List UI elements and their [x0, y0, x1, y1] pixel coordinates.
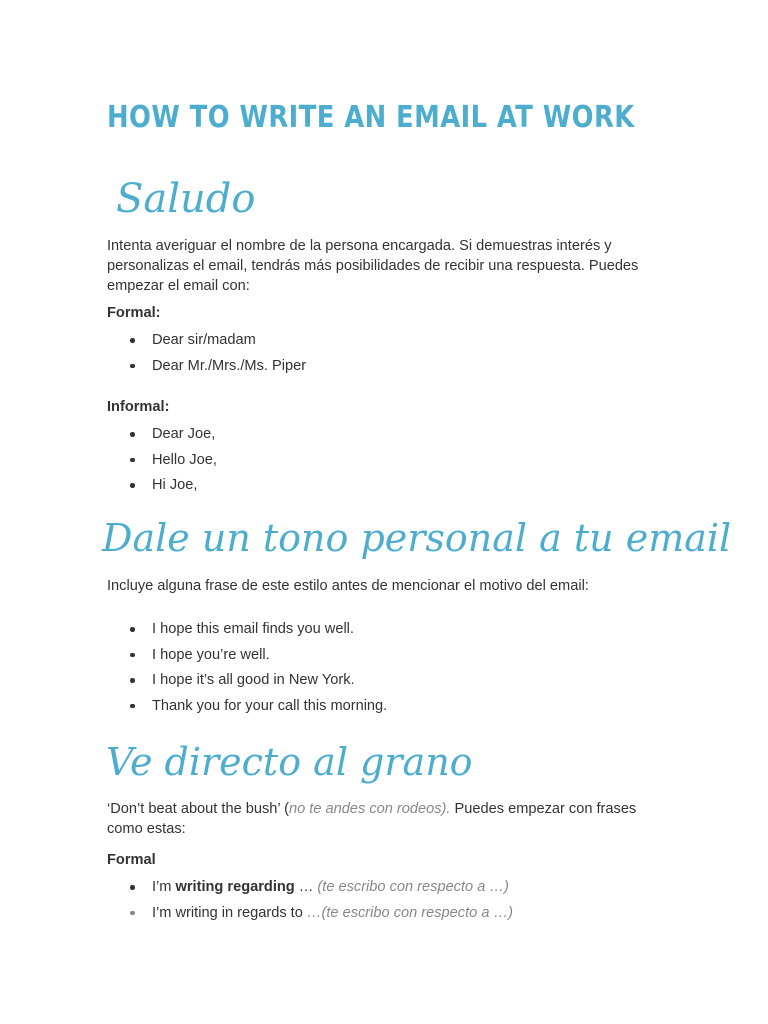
- bullet-icon: [130, 338, 135, 343]
- bullet-icon: [130, 678, 135, 683]
- bullet-icon: [130, 704, 135, 709]
- informal-label: Informal:: [107, 399, 170, 415]
- section-heading-tono: Dale un tono personal a tu email: [102, 516, 732, 560]
- bullet-icon: [130, 432, 135, 437]
- tono-intro: Incluye alguna frase de este estilo antes de mencionar el motivo del email:: [107, 578, 589, 594]
- list-item: I hope you’re well.: [0, 645, 387, 671]
- bullet-icon: [130, 911, 135, 916]
- formal-greetings-list: [0, 330, 306, 381]
- list-item: Hello Joe,: [0, 450, 217, 476]
- list-item: Hi Joe,: [0, 475, 217, 501]
- formal-label: Formal:: [107, 305, 161, 321]
- bullet-icon: [130, 885, 135, 890]
- tono-phrases-list: [0, 619, 387, 721]
- list-item: I hope this email finds you well.: [0, 619, 387, 645]
- grano-phrases-list: [0, 877, 513, 928]
- bullet-icon: [130, 364, 135, 369]
- list-item: I’m writing regarding … (te escribo con respecto a …): [0, 877, 513, 903]
- bullet-icon: [130, 653, 135, 658]
- page-title: HOW TO WRITE AN EMAIL AT WORK: [107, 100, 635, 135]
- list-item: Dear Joe,: [0, 424, 217, 450]
- list-item: Dear Mr./Mrs./Ms. Piper: [0, 356, 306, 382]
- list-item: Dear sir/madam: [0, 330, 306, 356]
- saludo-intro: Intenta averiguar el nombre de la persona encargada. Si demuestras interés y personalizas el email, tendrás más posibilidades de recibir una respuesta. Puedes empezar el email con:: [107, 238, 639, 294]
- list-item: I hope it’s all good in New York.: [0, 670, 387, 696]
- grano-intro: ‘Don’t beat about the bush’ (no te andes con rodeos). Puedes empezar con frases como estas:: [107, 801, 637, 837]
- section-heading-grano: Ve directo al grano: [106, 740, 473, 784]
- list-item: Thank you for your call this morning.: [0, 696, 387, 722]
- bullet-icon: [130, 458, 135, 463]
- bullet-icon: [130, 627, 135, 632]
- informal-greetings-list: [0, 424, 217, 501]
- grano-formal-label: Formal: [107, 852, 156, 868]
- list-item: I’m writing in regards to …(te escribo con respecto a …): [0, 903, 513, 929]
- bullet-icon: [130, 483, 135, 488]
- section-heading-saludo: Saludo: [116, 176, 256, 222]
